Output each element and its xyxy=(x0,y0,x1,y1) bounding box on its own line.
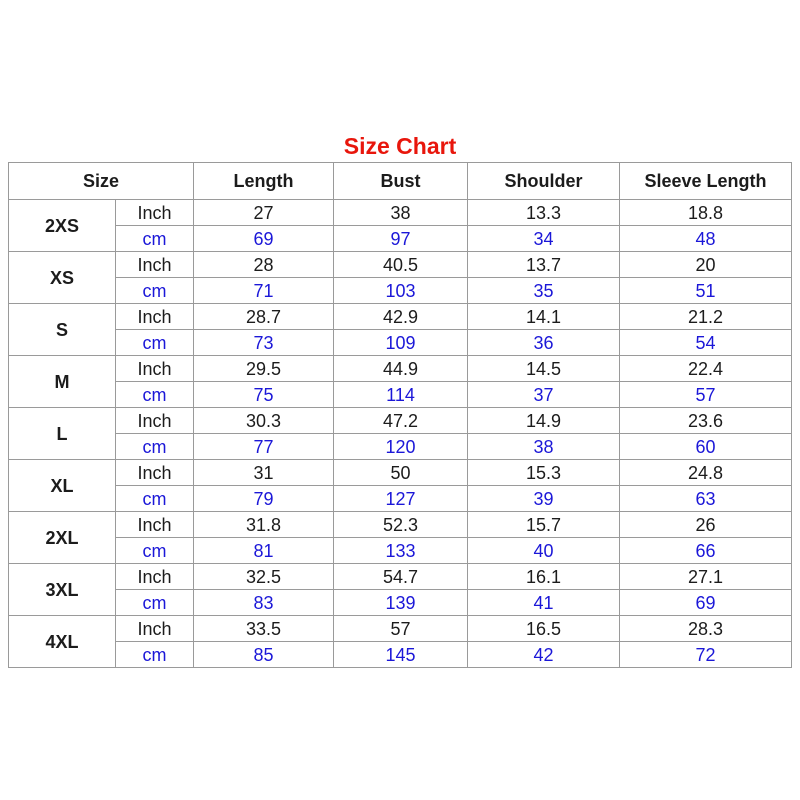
table-row xyxy=(9,252,792,278)
table-row xyxy=(9,278,792,304)
cell-cm-sleeve-length: 69 xyxy=(620,590,792,616)
table-row xyxy=(9,642,792,668)
cell-cm-bust: 109 xyxy=(334,330,468,356)
cell-inch-bust: 50 xyxy=(334,460,468,486)
cell-cm-sleeve-length: 48 xyxy=(620,226,792,252)
cell-inch-sleeve-length: 26 xyxy=(620,512,792,538)
unit-inch-label: Inch xyxy=(116,408,194,434)
cell-cm-length: 77 xyxy=(194,434,334,460)
cell-inch-shoulder: 15.3 xyxy=(468,460,620,486)
cell-inch-bust: 42.9 xyxy=(334,304,468,330)
unit-cm-label: cm xyxy=(116,486,194,512)
cell-inch-sleeve-length: 22.4 xyxy=(620,356,792,382)
size-label: S xyxy=(9,304,116,356)
cell-inch-length: 28 xyxy=(194,252,334,278)
cell-cm-length: 83 xyxy=(194,590,334,616)
cell-cm-bust: 103 xyxy=(334,278,468,304)
header-bust: Bust xyxy=(334,163,468,200)
unit-cm-label: cm xyxy=(116,330,194,356)
cell-inch-length: 33.5 xyxy=(194,616,334,642)
cell-cm-bust: 127 xyxy=(334,486,468,512)
table-row xyxy=(9,356,792,382)
cell-cm-length: 81 xyxy=(194,538,334,564)
size-label: XS xyxy=(9,252,116,304)
cell-cm-length: 69 xyxy=(194,226,334,252)
cell-cm-shoulder: 42 xyxy=(468,642,620,668)
size-label: M xyxy=(9,356,116,408)
unit-inch-label: Inch xyxy=(116,564,194,590)
table-body xyxy=(9,200,792,668)
cell-inch-shoulder: 14.9 xyxy=(468,408,620,434)
cell-inch-bust: 54.7 xyxy=(334,564,468,590)
cell-inch-bust: 47.2 xyxy=(334,408,468,434)
cell-cm-bust: 120 xyxy=(334,434,468,460)
header-size: Size xyxy=(9,163,194,200)
cell-inch-sleeve-length: 28.3 xyxy=(620,616,792,642)
table-row xyxy=(9,304,792,330)
cell-inch-length: 31 xyxy=(194,460,334,486)
cell-inch-bust: 40.5 xyxy=(334,252,468,278)
header-length: Length xyxy=(194,163,334,200)
unit-cm-label: cm xyxy=(116,590,194,616)
cell-cm-sleeve-length: 54 xyxy=(620,330,792,356)
cell-cm-shoulder: 35 xyxy=(468,278,620,304)
cell-inch-length: 30.3 xyxy=(194,408,334,434)
cell-cm-sleeve-length: 51 xyxy=(620,278,792,304)
cell-inch-shoulder: 15.7 xyxy=(468,512,620,538)
table-row xyxy=(9,226,792,252)
header-sleeve-length: Sleeve Length xyxy=(620,163,792,200)
table-row xyxy=(9,616,792,642)
unit-inch-label: Inch xyxy=(116,616,194,642)
unit-inch-label: Inch xyxy=(116,356,194,382)
cell-cm-bust: 133 xyxy=(334,538,468,564)
table-row xyxy=(9,382,792,408)
size-label: 4XL xyxy=(9,616,116,668)
cell-cm-sleeve-length: 66 xyxy=(620,538,792,564)
size-label: 2XL xyxy=(9,512,116,564)
cell-inch-shoulder: 13.7 xyxy=(468,252,620,278)
cell-cm-sleeve-length: 72 xyxy=(620,642,792,668)
unit-cm-label: cm xyxy=(116,538,194,564)
cell-inch-sleeve-length: 20 xyxy=(620,252,792,278)
cell-cm-length: 79 xyxy=(194,486,334,512)
chart-title: Size Chart xyxy=(343,133,457,159)
cell-cm-shoulder: 37 xyxy=(468,382,620,408)
unit-inch-label: Inch xyxy=(116,512,194,538)
unit-cm-label: cm xyxy=(116,642,194,668)
cell-inch-sleeve-length: 24.8 xyxy=(620,460,792,486)
table-row xyxy=(9,486,792,512)
cell-inch-bust: 38 xyxy=(334,200,468,226)
cell-inch-sleeve-length: 23.6 xyxy=(620,408,792,434)
size-label: 2XS xyxy=(9,200,116,252)
cell-inch-sleeve-length: 18.8 xyxy=(620,200,792,226)
table-row xyxy=(9,200,792,226)
header-row xyxy=(9,163,792,200)
table-row xyxy=(9,434,792,460)
cell-inch-length: 28.7 xyxy=(194,304,334,330)
cell-cm-sleeve-length: 57 xyxy=(620,382,792,408)
unit-inch-label: Inch xyxy=(116,252,194,278)
unit-cm-label: cm xyxy=(116,434,194,460)
size-chart-table xyxy=(8,162,792,668)
cell-cm-length: 71 xyxy=(194,278,334,304)
cell-cm-shoulder: 41 xyxy=(468,590,620,616)
unit-cm-label: cm xyxy=(116,226,194,252)
cell-cm-bust: 139 xyxy=(334,590,468,616)
cell-cm-shoulder: 38 xyxy=(468,434,620,460)
cell-inch-sleeve-length: 27.1 xyxy=(620,564,792,590)
table-row xyxy=(9,590,792,616)
cell-inch-length: 31.8 xyxy=(194,512,334,538)
cell-inch-shoulder: 16.5 xyxy=(468,616,620,642)
cell-inch-bust: 57 xyxy=(334,616,468,642)
size-label: L xyxy=(9,408,116,460)
cell-cm-length: 85 xyxy=(194,642,334,668)
cell-cm-sleeve-length: 63 xyxy=(620,486,792,512)
unit-inch-label: Inch xyxy=(116,200,194,226)
cell-inch-bust: 44.9 xyxy=(334,356,468,382)
cell-inch-shoulder: 13.3 xyxy=(468,200,620,226)
unit-cm-label: cm xyxy=(116,382,194,408)
cell-inch-sleeve-length: 21.2 xyxy=(620,304,792,330)
cell-inch-shoulder: 14.5 xyxy=(468,356,620,382)
table-row xyxy=(9,330,792,356)
cell-cm-shoulder: 36 xyxy=(468,330,620,356)
size-label: XL xyxy=(9,460,116,512)
cell-cm-length: 73 xyxy=(194,330,334,356)
cell-cm-sleeve-length: 60 xyxy=(620,434,792,460)
unit-inch-label: Inch xyxy=(116,304,194,330)
cell-cm-shoulder: 40 xyxy=(468,538,620,564)
header-shoulder: Shoulder xyxy=(468,163,620,200)
cell-cm-bust: 114 xyxy=(334,382,468,408)
cell-cm-shoulder: 34 xyxy=(468,226,620,252)
size-label: 3XL xyxy=(9,564,116,616)
cell-inch-length: 29.5 xyxy=(194,356,334,382)
cell-cm-bust: 97 xyxy=(334,226,468,252)
cell-cm-bust: 145 xyxy=(334,642,468,668)
unit-cm-label: cm xyxy=(116,278,194,304)
unit-inch-label: Inch xyxy=(116,460,194,486)
cell-inch-length: 27 xyxy=(194,200,334,226)
table-row xyxy=(9,408,792,434)
cell-cm-shoulder: 39 xyxy=(468,486,620,512)
table-row xyxy=(9,460,792,486)
table-row xyxy=(9,538,792,564)
table-row xyxy=(9,512,792,538)
cell-inch-length: 32.5 xyxy=(194,564,334,590)
table-row xyxy=(9,564,792,590)
cell-inch-shoulder: 16.1 xyxy=(468,564,620,590)
cell-inch-bust: 52.3 xyxy=(334,512,468,538)
cell-inch-shoulder: 14.1 xyxy=(468,304,620,330)
cell-cm-length: 75 xyxy=(194,382,334,408)
